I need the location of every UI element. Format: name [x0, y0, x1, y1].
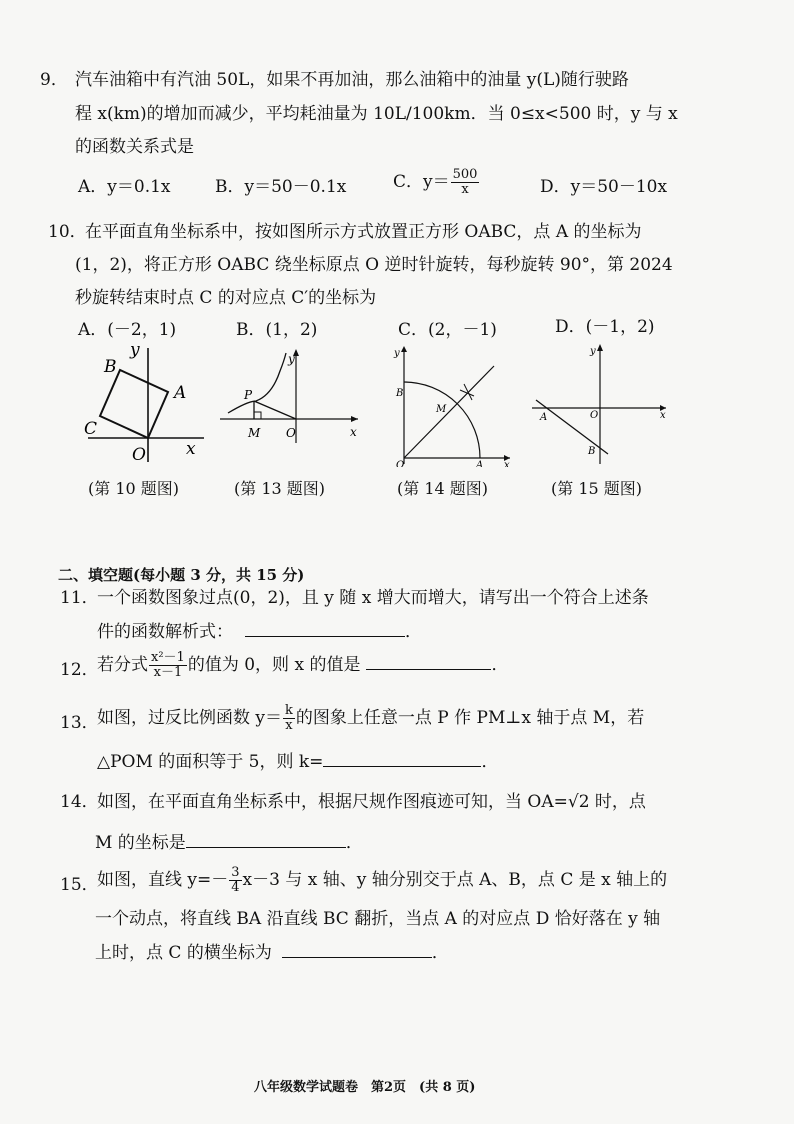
q10-line3: 秒旋转结束时点 C 的对应点 C′的坐标为	[75, 288, 377, 308]
fig10-label-o: O	[132, 445, 146, 464]
fig14-label-b: B	[396, 388, 404, 399]
fig13-x-arrow	[351, 416, 358, 422]
q14-answer-blank[interactable]	[186, 831, 346, 848]
q9-line2: 程 x(km)的增加而减少，平均耗油量为 10L/100km．当 0≤x<500 时，y 与 x	[75, 104, 678, 124]
fig13-hyperbola-diagram	[218, 345, 363, 445]
q13-line2	[97, 750, 498, 772]
q14-line2	[95, 831, 363, 853]
fig14-label-y: y	[394, 348, 400, 359]
q9-option-c	[393, 168, 480, 197]
fig15-label-a: A	[540, 412, 548, 423]
fig15-label-x: x	[660, 410, 666, 421]
page-footer: 八年级数学试题卷 第2页 (共 8 页)	[254, 1080, 476, 1095]
fig13-label-p: P	[244, 388, 253, 402]
q12-line1	[97, 651, 508, 680]
fig14-compass-diagram	[392, 342, 512, 467]
q12-fraction-numerator: x²－1	[151, 650, 185, 665]
q9-option-c-fraction	[451, 168, 480, 197]
fig14-label-m: M	[436, 404, 447, 415]
fig13-segment-po	[254, 401, 296, 419]
fig13-label-m: M	[248, 426, 261, 440]
q15-fraction-numerator: 3	[231, 865, 240, 880]
q10-option-b: B．(1，2)	[236, 320, 318, 340]
fig15-label-y: y	[590, 346, 596, 357]
fig10-label-y: y	[130, 342, 140, 360]
q12-end: ．	[491, 655, 509, 675]
fig14-diagonal-line	[404, 366, 494, 458]
fig13-right-angle-mark	[254, 412, 261, 419]
fig15-label-o: O	[590, 410, 599, 421]
q11-line1: 一个函数图象过点(0，2)，且 y 随 x 增大而增大，请写出一个符合上述条	[97, 588, 649, 608]
q15-fraction-denominator: 4	[231, 880, 240, 895]
q11-line2	[97, 620, 422, 642]
q12-suffix: 的值为 0，则 x 的值是	[187, 655, 361, 675]
q10-line2: (1，2)，将正方形 OABC 绕坐标原点 O 逆时针旋转，每秒旋转 90°，第 2024	[75, 255, 673, 275]
q13-suffix: 的图象上任意一点 P 作 PM⊥x 轴于点 M，若	[295, 708, 645, 728]
q15-line3	[95, 941, 449, 963]
q14-end: ．	[345, 833, 363, 853]
q13-fraction-numerator: k	[285, 703, 293, 718]
q11-number: 11．	[60, 588, 99, 608]
fig10-label-a: A	[174, 383, 187, 403]
q13-end: ．	[481, 752, 499, 772]
q15-suffix: x－3 与 x 轴、y 轴分别交于点 A、B，点 C 是 x 轴上的	[242, 870, 668, 890]
q10-option-a: A．(－2，1)	[78, 320, 177, 340]
q9-option-d: D．y＝50－10x	[540, 177, 668, 197]
fig13-label-o: O	[286, 426, 296, 440]
q10-line1: 在平面直角坐标系中，按如图所示方式放置正方形 OABC，点 A 的坐标为	[85, 222, 642, 242]
fig10-label-c: C	[84, 419, 98, 439]
fig15-caption: (第 15 题图)	[551, 479, 643, 498]
fig10-square-diagram	[80, 342, 210, 464]
q13-line2-text: △POM 的面积等于 5，则 k=	[97, 752, 324, 772]
q9-line1: 汽车油箱中有汽油 50L，如果不再加油，那么油箱中的油量 y(L)随行驶路	[75, 70, 629, 90]
q15-prefix: 如图，直线 y=－	[97, 870, 229, 890]
q15-number: 15．	[60, 875, 99, 895]
q14-line2-text: M 的坐标是	[95, 833, 186, 853]
q13-fraction-denominator: x	[285, 718, 293, 733]
q9-option-b: B．y＝50－0.1x	[215, 177, 347, 197]
q13-line1	[97, 704, 644, 733]
q10-option-d: D．(－1，2)	[555, 317, 655, 337]
fig14-label-o: O	[396, 460, 405, 467]
fig10-caption: (第 10 题图)	[88, 479, 180, 498]
q9-option-c-prefix: C．y＝	[393, 172, 450, 192]
fig13-label-x: x	[350, 425, 357, 439]
q10-number: 10．	[48, 222, 87, 242]
fig15-y-arrow	[597, 344, 603, 351]
q12-fraction-denominator: x－1	[153, 665, 183, 680]
q15-line2: 一个动点，将直线 BA 沿直线 BC 翻折，当点 A 的对应点 D 恰好落在 y 轴	[95, 909, 661, 929]
fig10-square-oabc	[100, 370, 168, 438]
q15-answer-blank[interactable]	[282, 941, 432, 958]
fig13-hyperbola-curve	[228, 353, 286, 413]
fig14-y-arrow	[401, 346, 407, 352]
q15-end: ．	[431, 943, 449, 963]
q11-end: ．	[405, 622, 422, 642]
q15-line1	[97, 866, 667, 895]
fig10-label-x: x	[186, 439, 196, 459]
q9-option-c-denominator: x	[461, 182, 469, 197]
q14-number: 14．	[60, 792, 99, 812]
q9-option-a: A．y＝0.1x	[78, 177, 171, 197]
q10-option-c: C．(2，－1)	[398, 320, 497, 340]
q13-number: 13．	[60, 713, 99, 733]
fig14-label-x: x	[504, 460, 510, 467]
q9-option-c-numerator: 500	[452, 167, 478, 182]
fig10-label-b: B	[104, 357, 117, 377]
q12-prefix: 若分式	[97, 655, 148, 675]
q13-fraction	[283, 704, 295, 733]
fig13-label-y: y	[288, 352, 295, 366]
q15-line3-text: 上时，点 C 的横坐标为	[95, 943, 272, 963]
fig15-line-diagram	[530, 342, 670, 467]
q9-number: 9．	[40, 70, 68, 90]
q14-line1: 如图，在平面直角坐标系中，根据尺规作图痕迹可知，当 OA=√2 时，点	[97, 792, 646, 812]
q11-answer-blank[interactable]	[245, 620, 405, 637]
q11-line2-text: 件的函数解析式：	[97, 622, 233, 642]
q15-fraction	[229, 866, 241, 895]
section-2-title: 二、填空题(每小题 3 分，共 15 分)	[58, 566, 305, 584]
q12-answer-blank[interactable]	[366, 653, 491, 670]
fig15-label-b: B	[588, 446, 596, 457]
fig14-caption: (第 14 题图)	[397, 479, 489, 498]
fig14-label-a: A	[476, 460, 484, 467]
q12-fraction	[149, 651, 187, 680]
q9-line3: 的函数关系式是	[75, 137, 194, 157]
q13-prefix: 如图，过反比例函数 y＝	[97, 708, 283, 728]
q12-number: 12．	[60, 660, 99, 680]
q13-answer-blank[interactable]	[323, 750, 481, 767]
fig13-caption: (第 13 题图)	[234, 479, 326, 498]
